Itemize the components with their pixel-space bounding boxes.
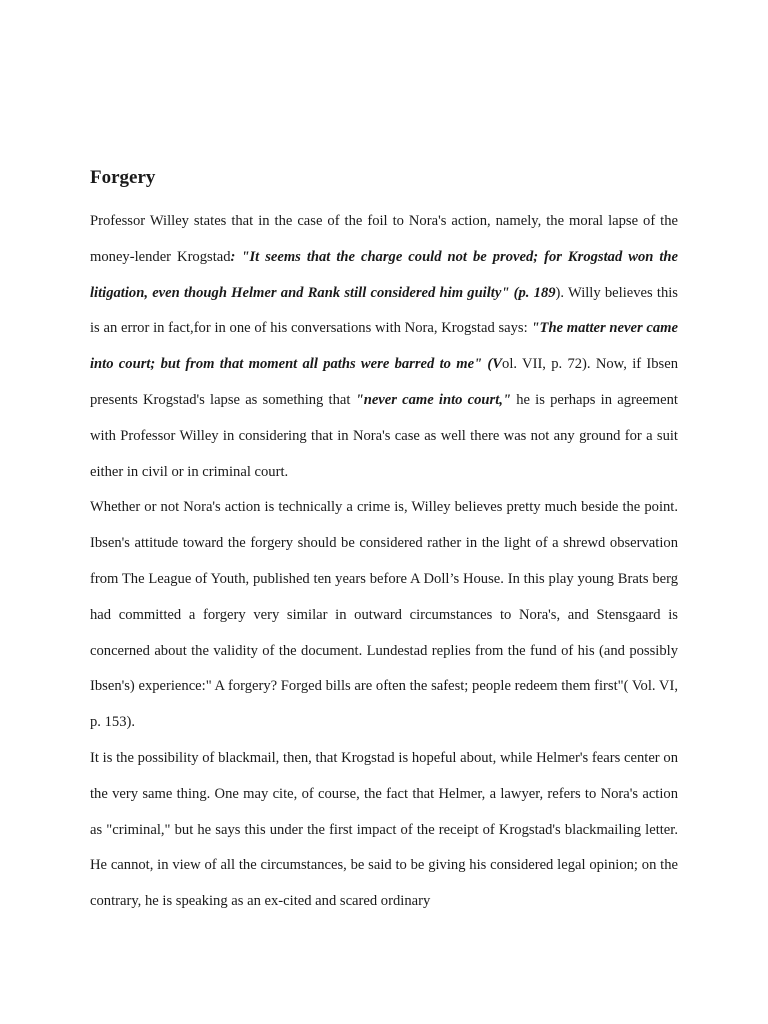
text-run: It is the possibility of blackmail, then, that Krogstad is hopeful about, while Helmer's fears center on the very same thing. One may cite, of course, the fact that Helmer, a lawyer, refers to Nora's action as "criminal," but he says this under the first impact of the receipt of Krogstad's blackmailing letter. He cannot, in view of all the circumstances, be said to be giving his considered legal opinion; on the contrary, he is speaking as an ex-cited and scared ordinary	[90, 749, 678, 910]
section-heading: Forgery	[90, 167, 156, 188]
text-run: he is perhaps in agreement with Professor Willey in considering that in Nora's case as well there was not any ground for a suit either in civil or in criminal court.	[90, 391, 678, 480]
quoted-text: : "It seems that the charge could not be proved; for Krogstad won the litigation, even though Helmer and Rank still considered him guilty" (p. 189	[90, 248, 678, 301]
text-run: ol. VII, p. 72). Now, if Ibsen presents Krogstad's lapse as something that	[90, 356, 679, 408]
text-run: Professor Willey states that in the case of the foil to Nora's action, namely, the moral lapse of the money-lender Krogstad	[90, 213, 678, 265]
text-run: ). Willy believes this is an error in fact,for in one of his conversations with Nora, Krogstad says:	[90, 284, 678, 337]
text-run: Whether or not Nora's action is technically a crime is, Willey believes pretty much beside the point. Ibsen's attitude toward the forgery should be considered rather in the light of a shrewd observation from The League of Youth, published ten years before A Doll’s House. In this play young Brats berg had committed a forgery very similar in outward circumstances to Nora's, and Stensgaard is concerned about the validity of the document. Lundestad replies from the fund of his (and possibly Ibsen's) experience:" A forgery? Forged bills are often the safest; people redeem them first"( Vol. VI, p. 153).	[90, 499, 678, 731]
quoted-text: "The matter never came into court; but from that moment all paths were barred to me" (V	[90, 320, 678, 373]
paragraph-2	[90, 490, 678, 741]
paragraph-3	[90, 741, 678, 920]
body-text	[90, 204, 678, 920]
quoted-text: "never came into court,"	[355, 391, 512, 408]
paragraph-1	[90, 204, 678, 490]
